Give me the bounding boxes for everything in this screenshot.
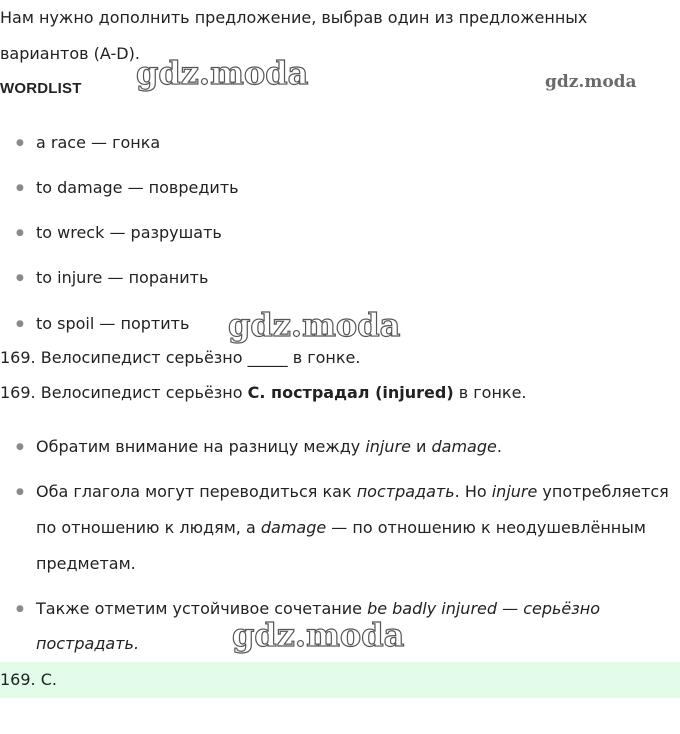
note-item: Также отметим устойчивое сочетание be badly injured — серьёзно xyxy=(36,599,601,618)
watermark: gdz.moda xyxy=(545,72,637,92)
wordlist-heading: WORDLIST xyxy=(0,80,82,97)
task-answer: 169. Велосипедист серьёзно C. пострадал (injured) в гонке. xyxy=(0,383,527,402)
bullet-icon: ● xyxy=(16,442,24,452)
intro-line-1: Нам нужно дополнить предложение, выбрав один из предложенных xyxy=(0,8,588,27)
final-answer-bar xyxy=(0,662,680,698)
bullet-icon: ● xyxy=(16,138,24,148)
watermark: gdz.moda xyxy=(232,616,405,654)
note-item: Оба глагола могут переводиться как пострадать. Но injure употребляется xyxy=(36,482,669,501)
bullet-icon: ● xyxy=(16,319,24,329)
bullet-icon: ● xyxy=(16,604,24,614)
list-item: to damage — повредить xyxy=(36,178,239,197)
bullet-icon: ● xyxy=(16,183,24,193)
bullet-icon: ● xyxy=(16,273,24,283)
task-question: 169. Велосипедист серьёзно _____ в гонке. xyxy=(0,348,361,367)
list-item: to spoil — портить xyxy=(36,314,190,333)
final-answer: 169. C. xyxy=(0,670,57,689)
list-item: to wreck — разрушать xyxy=(36,223,222,242)
watermark: gdz.moda xyxy=(136,54,309,92)
intro-line-2: вариантов (A-D). xyxy=(0,44,140,63)
list-item: to injure — поранить xyxy=(36,268,209,287)
note-item-cont: пострадать. xyxy=(36,634,140,653)
watermark: gdz.moda xyxy=(228,306,401,344)
bullet-icon: ● xyxy=(16,487,24,497)
note-item-cont: предметам. xyxy=(36,554,136,573)
answer-highlight: C. пострадал (injured) xyxy=(247,383,454,402)
list-item: a race — гонка xyxy=(36,133,161,152)
note-item: Обратим внимание на разницу между injure и damage. xyxy=(36,437,502,456)
note-item-cont: по отношению к людям, а damage — по отношению к неодушевлённым xyxy=(36,518,646,537)
bullet-icon: ● xyxy=(16,228,24,238)
